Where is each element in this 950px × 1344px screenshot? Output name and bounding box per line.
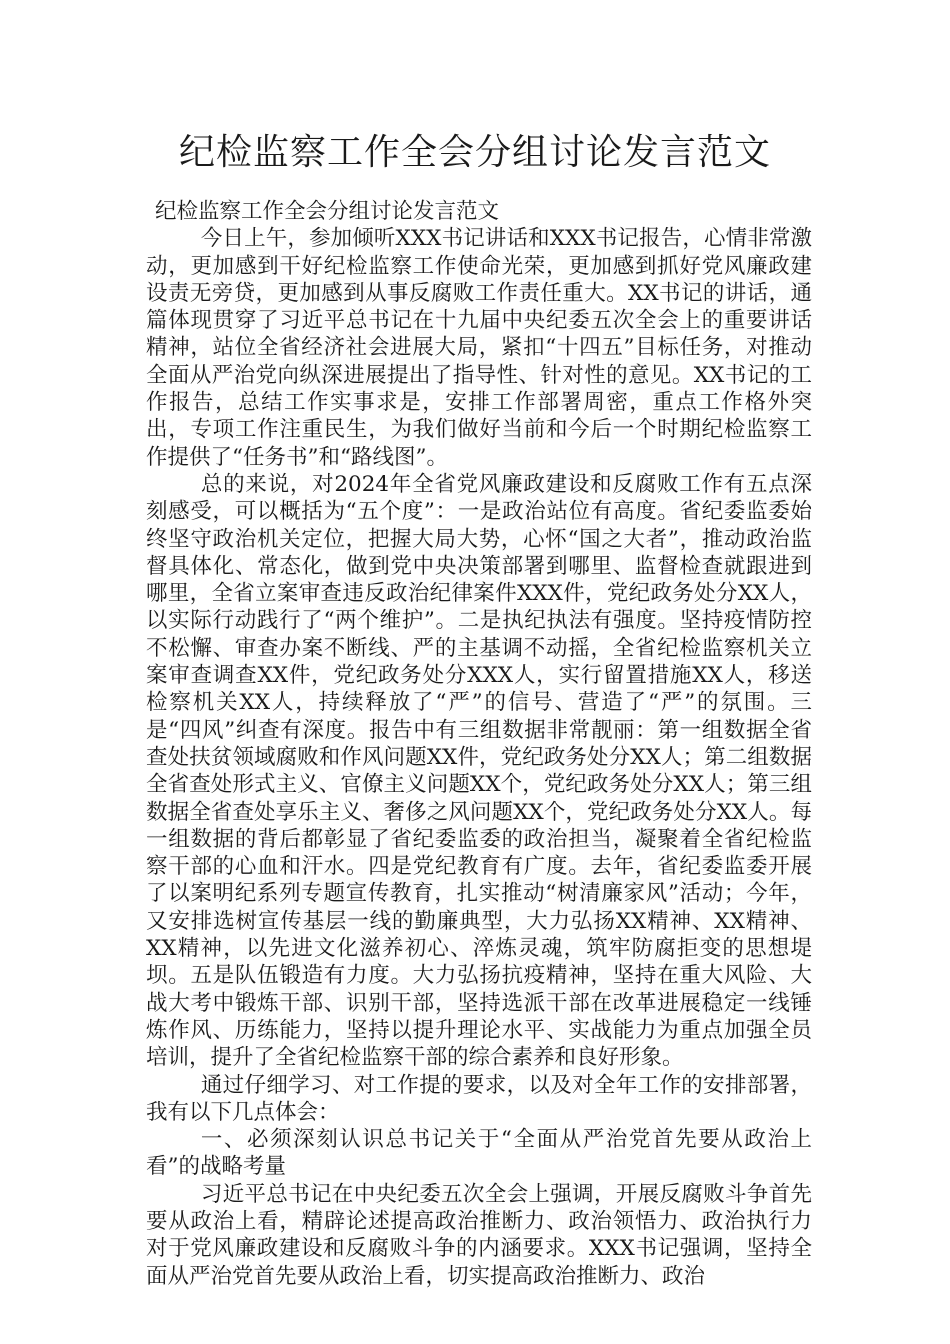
paragraph-reflections-intro: 通过仔细学习、对工作提的要求，以及对全年工作的安排部署，我有以下几点体会： [146, 1072, 812, 1125]
document-subtitle: 纪检监察工作全会分组讨论发言范文 [155, 199, 500, 224]
section-heading-1: 一、必须深刻认识总书记关于“全面从严治党首先要从政治上看”的战略考量 [146, 1127, 812, 1180]
paragraph-section-1: 习近平总书记在中央纪委五次全会上强调，开展反腐败斗争首先要从政治上看，精辟论述提高政治推断力、政治领悟力、政治执行力对于党风廉政建设和反腐败斗争的内涵要求。XXX书记强调，坚持全面从严治党首先要从政治上看，切实提高政治推断力、政治 [146, 1181, 812, 1289]
document-body [146, 198, 812, 1290]
document-title: 纪检监察工作全会分组讨论发言范文 [178, 132, 771, 173]
paragraph-opening: 今日上午，参加倾听XXX书记讲话和XXX书记报告，心情非常激动，更加感到干好纪检监察工作使命光荣，更加感到抓好党风廉政建设责无旁贷，更加感到从事反腐败工作责任重大。XX书记的讲话，通篇体现贯穿了习近平总书记在十九届中央纪委五次全会上的重要讲话精神，站位全省经济社会进展大局，紧扣“十四五”目标任务，对推动全面从严治党向纵深进展提出了指导性、针对性的意见。XX书记的工作报告，总结工作实事求是，安排工作部署周密，重点工作格外突出，专项工作注重民生，为我们做好当前和今后一个时期纪检监察工作提供了“任务书”和“路线图”。 [146, 226, 812, 470]
paragraph-five-degrees: 总的来说，对2024年全省党风廉政建设和反腐败工作有五点深刻感受，可以概括为“五个度”：一是政治站位有高度。省纪委监委始终坚守政治机关定位，把握大局大势，心怀“国之大者”，推动政治监督具体化、常态化，做到党中央决策部署到哪里、监督检查就跟进到哪里，全省立案审查违反政治纪律案件XXX件，党纪政务处分XX人，以实际行动践行了“两个维护”。二是执纪执法有强度。坚持疫情防控不松懈、审查办案不断线、严的主基调不动摇，全省纪检监察机关立案审查调查XX件，党纪政务处分XXX人，实行留置措施XX人，移送检察机关XX人，持续释放了“严”的信号、营造了“严”的氛围。三是“四风”纠查有深度。报告中有三组数据非常靓丽：第一组数据全省查处扶贫领域腐败和作风问题XX件，党纪政务处分XX人；第二组数据全省查处形式主义、官僚主义问题XX个，党纪政务处分XX人；第三组数据全省查处享乐主义、奢侈之风问题XX个，党纪政务处分XX人。每一组数据的背后都彰显了省纪委监委的政治担当，凝聚着全省纪检监察干部的心血和汗水。四是党纪教育有广度。去年，省纪委监委开展了以案明纪系列专题宣传教育，扎实推动“树清廉家风”活动；今年，又安排选树宣传基层一线的勤廉典型，大力弘扬XX精神、XX精神、XX精神，以先进文化滋养初心、淬炼灵魂，筑牢防腐拒变的思想堤坝。五是队伍锻造有力度。大力弘扬抗疫精神，坚持在重大风险、大战大考中锻炼干部、识别干部，坚持选派干部在改革进展稳定一线锤炼作风、历练能力，坚持以提升理论水平、实战能力为重点加强全员培训，提升了全省纪检监察干部的综合素养和良好形象。 [146, 471, 812, 1071]
